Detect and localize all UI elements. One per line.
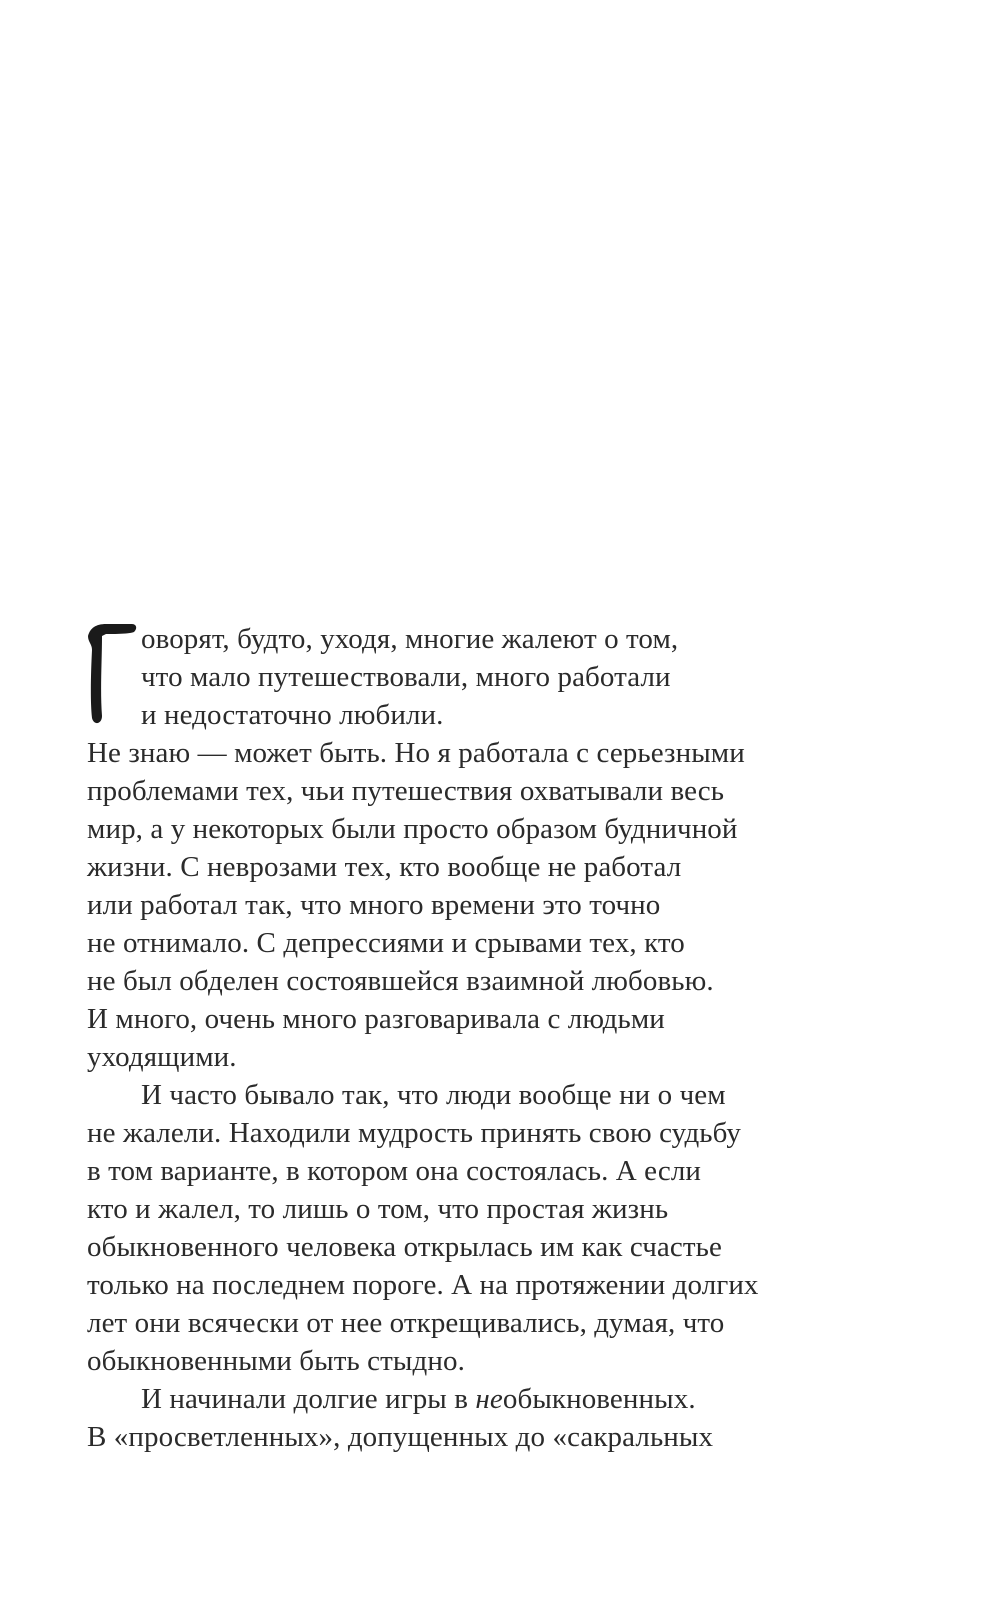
text-segment: И начинали долгие игры в xyxy=(141,1383,476,1415)
text-line: проблемами тех, чьи путешествия охватывали весь xyxy=(87,775,725,807)
text-line: оворят, будто, уходя, многие жалеют о том, xyxy=(141,623,679,655)
drop-cap-letter xyxy=(82,620,138,728)
text-line: мир, а у некоторых были просто образом будничной xyxy=(87,813,738,845)
text-line: не был обделен состоявшейся взаимной любовью. xyxy=(87,965,714,997)
text-line: и недостаточно любили. xyxy=(141,699,444,731)
text-line: И много, очень много разговаривала с людьми xyxy=(87,1003,665,1035)
text-line: только на последнем пороге. А на протяжении долгих xyxy=(87,1269,759,1301)
text-line: что мало путешествовали, много работали xyxy=(141,661,671,693)
text-line: обыкновенного человека открылась им как счастье xyxy=(87,1231,722,1263)
text-line: жизни. С неврозами тех, кто вообще не работал xyxy=(87,851,682,883)
text-line: лет они всячески от нее открещивались, думая, что xyxy=(87,1307,725,1339)
text-line: И часто бывало так, что люди вообще ни о чем xyxy=(141,1079,726,1111)
text-line: кто и жалел, то лишь о том, что простая жизнь xyxy=(87,1193,669,1225)
text-line: обыкновенными быть стыдно. xyxy=(87,1345,465,1377)
text-segment: обыкновенных. xyxy=(502,1383,696,1415)
text-line: в том варианте, в котором она состоялась. А если xyxy=(87,1155,702,1187)
text-line: Не знаю — может быть. Но я работала с серьезными xyxy=(87,737,745,769)
text-line: не отнимало. С депрессиями и срывами тех, кто xyxy=(87,927,685,959)
text-line: не жалели. Находили мудрость принять свою судьбу xyxy=(87,1117,741,1149)
italic-emphasis: не xyxy=(475,1383,503,1415)
text-line xyxy=(141,1380,696,1418)
text-line: В «просветленных», допущенных до «сакральных xyxy=(87,1421,714,1453)
text-line: уходящими. xyxy=(87,1041,237,1073)
text-line: или работал так, что много времени это точно xyxy=(87,889,661,921)
